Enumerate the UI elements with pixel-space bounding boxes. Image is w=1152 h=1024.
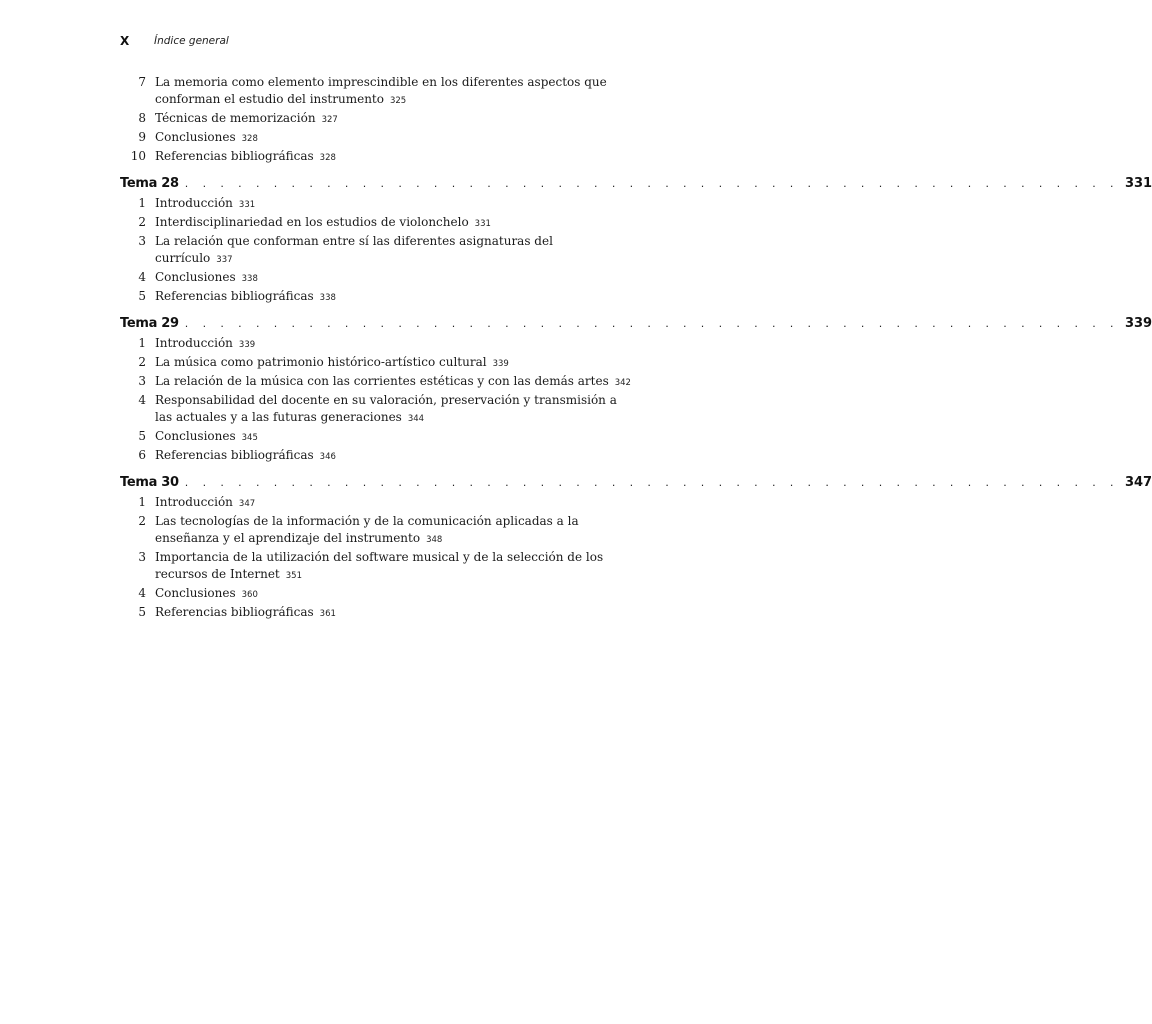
toc-entry [120, 354, 634, 373]
toc-entry [120, 110, 634, 129]
entry-title: Introducción [155, 196, 233, 210]
entry-title: Las tecnologías de la información y de la comunicación aplicadas a la enseñanza y el aprendizaje del instrumento [155, 514, 579, 545]
entry-page: 360 [241, 590, 258, 600]
entry-page: 328 [319, 153, 336, 163]
entry-title: Referencias bibliográficas [155, 605, 314, 619]
toc-entry [120, 335, 634, 354]
entry-title: Responsabilidad del docente en su valoración, preservación y transmisión a las actuales y a las futuras generaciones [155, 393, 617, 424]
running-head-title: Índice general [154, 35, 229, 47]
entry-number: 8 [138, 111, 146, 125]
entry-title: Interdisciplinariedad en los estudios de violonchelo [155, 215, 469, 229]
entry-page: 338 [241, 274, 258, 284]
entry-title: La relación de la música con las corrientes estéticas y con las demás artes [155, 374, 609, 388]
entry-page: 361 [319, 609, 336, 619]
entry-number: 2 [138, 514, 146, 528]
entry-page: 327 [321, 115, 338, 125]
entry-title: Conclusiones [155, 270, 236, 284]
entry-number: 4 [138, 270, 146, 284]
entry-page: 331 [238, 200, 256, 210]
entry-title: Conclusiones [155, 586, 236, 600]
entry-page: 342 [614, 378, 631, 388]
entry-title: La música como patrimonio histórico-artístico cultural [155, 355, 487, 369]
toc-entry [120, 269, 634, 288]
entry-title: Conclusiones [155, 130, 236, 144]
entry-title: La memoria como elemento imprescindible en los diferentes aspectos que conforman el estudio del instrumento [155, 75, 607, 106]
entry-title: La relación que conforman entre sí las diferentes asignaturas del currículo [155, 234, 553, 265]
toc-entry [120, 585, 634, 604]
entry-page: 331 [474, 219, 491, 229]
toc-entry [120, 233, 634, 269]
entry-number: 2 [138, 355, 146, 369]
tema-label: Tema 30 [120, 475, 179, 490]
entry-title: Referencias bibliográficas [155, 289, 314, 303]
entry-page: 348 [426, 535, 443, 545]
entry-title: Referencias bibliográficas [155, 448, 314, 462]
toc-entry [120, 288, 634, 307]
entry-page: 339 [238, 340, 256, 350]
entry-number: 7 [138, 75, 146, 89]
entry-page: 351 [285, 571, 302, 581]
entry-page: 337 [216, 255, 233, 265]
toc-entry [120, 494, 634, 513]
entry-page: 338 [319, 293, 336, 303]
entry-page: 328 [241, 134, 258, 144]
toc-entry [120, 392, 634, 428]
entry-number: 5 [138, 429, 146, 443]
entry-number: 5 [138, 605, 146, 619]
toc-entry [120, 214, 634, 233]
toc-entry [120, 604, 634, 623]
toc-entry [120, 549, 634, 585]
tema-heading [120, 475, 1152, 494]
entry-number: 2 [138, 215, 146, 229]
tema-heading [120, 176, 1152, 195]
toc-entry [120, 148, 634, 167]
entry-number: 4 [138, 393, 146, 407]
entry-title: Introducción [155, 336, 233, 350]
entry-page: 346 [319, 452, 336, 462]
tema-page: 347 [1124, 475, 1152, 490]
dot-leader: . . . . . . . . . . . . . . . . . . . . . . . . . . . . . . . . . . . . . . . . . . . . . . . . . . . . . [184, 476, 1119, 489]
entry-number: 3 [138, 374, 146, 388]
toc-entry [120, 195, 634, 214]
entry-number: 9 [138, 130, 146, 144]
toc-entry [120, 129, 634, 148]
entry-page: 339 [492, 359, 509, 369]
entry-title: Importancia de la utilización del software musical y de la selección de los recursos de Internet [155, 550, 604, 581]
entry-title: Conclusiones [155, 429, 236, 443]
tema-entries [120, 335, 634, 466]
toc-entry [120, 428, 634, 447]
page-folio: X [120, 34, 130, 48]
tema-page: 331 [1124, 176, 1152, 191]
tema-label: Tema 29 [120, 316, 179, 331]
tema-entries [120, 494, 634, 623]
tema-heading [120, 316, 1152, 335]
entry-number: 1 [138, 336, 146, 350]
entry-number: 5 [138, 289, 146, 303]
entry-page: 344 [407, 414, 425, 424]
tema-page: 339 [1124, 316, 1152, 331]
toc-entry [120, 513, 634, 549]
dot-leader: . . . . . . . . . . . . . . . . . . . . . . . . . . . . . . . . . . . . . . . . . . . . . . . . . . . . . [184, 177, 1119, 190]
entry-number: 1 [138, 495, 146, 509]
entry-page: 325 [389, 96, 407, 106]
table-of-contents [120, 74, 1152, 623]
entry-page: 347 [238, 499, 256, 509]
entry-page: 345 [241, 433, 258, 443]
entry-title: Introducción [155, 495, 233, 509]
tema-label: Tema 28 [120, 176, 179, 191]
entry-title: Técnicas de memorización [155, 111, 316, 125]
continued-entries [120, 74, 634, 167]
dot-leader: . . . . . . . . . . . . . . . . . . . . . . . . . . . . . . . . . . . . . . . . . . . . . . . . . . . . . [184, 317, 1119, 330]
entry-number: 10 [130, 149, 146, 163]
entry-number: 3 [138, 550, 146, 564]
entry-number: 3 [138, 234, 146, 248]
tema-entries [120, 195, 634, 307]
entry-number: 4 [138, 586, 146, 600]
toc-entry [120, 74, 634, 110]
entry-number: 6 [138, 448, 146, 462]
toc-entry [120, 447, 634, 466]
toc-entry [120, 373, 634, 392]
entry-title: Referencias bibliográficas [155, 149, 314, 163]
entry-number: 1 [138, 196, 146, 210]
